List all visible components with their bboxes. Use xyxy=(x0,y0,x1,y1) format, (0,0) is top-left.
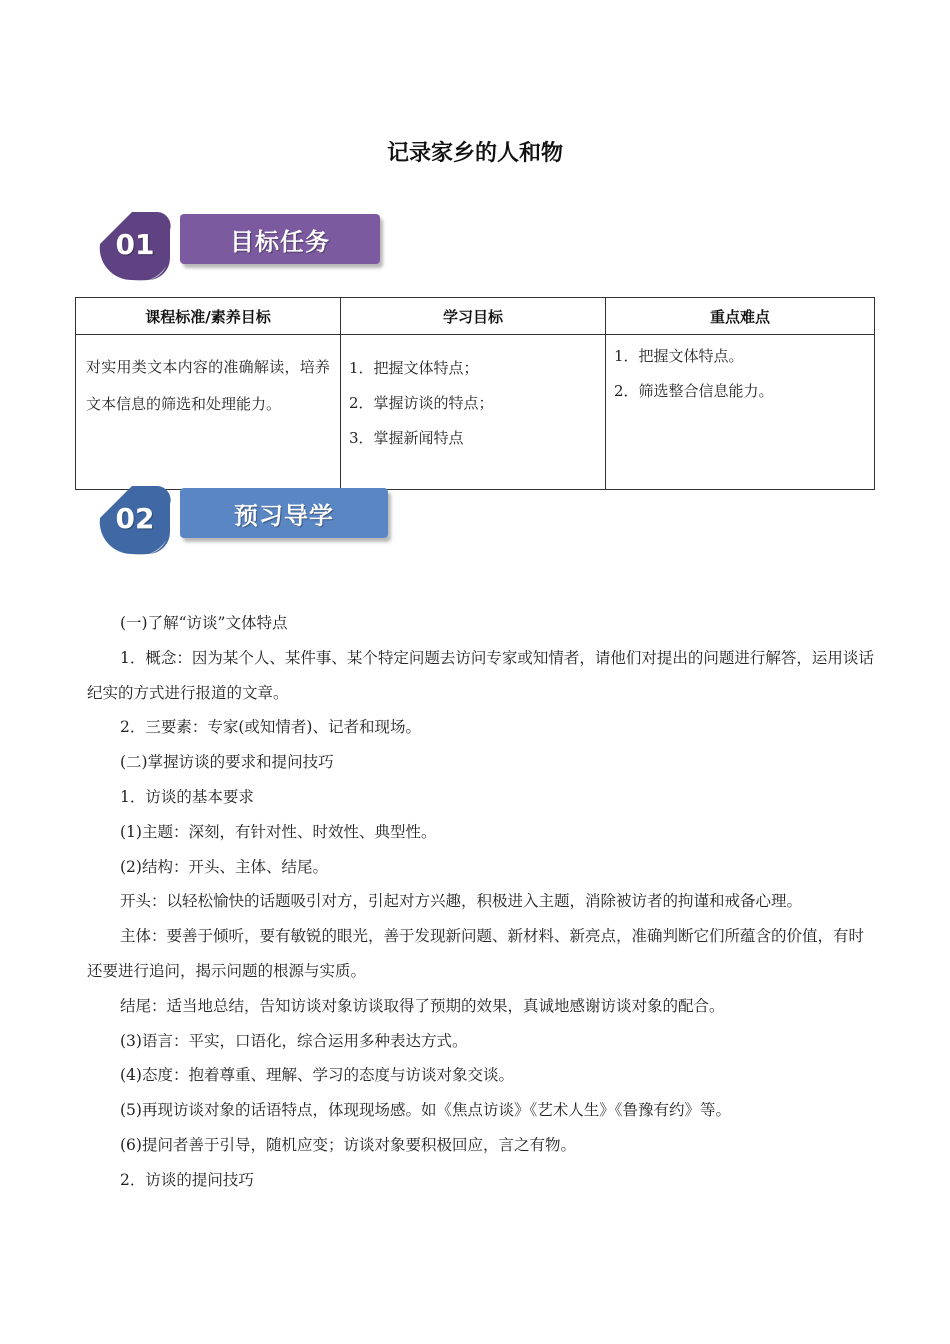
section-label-banner: 预习导学 xyxy=(180,488,388,538)
paragraph: (2)结构：开头、主体、结尾。 xyxy=(120,857,328,876)
paragraph: (6)提问者善于引导，随机应变；访谈对象要积极回应，言之有物。 xyxy=(120,1135,576,1154)
paragraph: 1．访谈的基本要求 xyxy=(120,787,254,806)
cell-learning-goals xyxy=(341,335,606,490)
paragraph: 主体：要善于倾听，要有敏锐的眼光，善于发现新问题、新材料、新亮点，准确判断它们所蕴含的价值，有时还要进行追问，揭示问题的根源与实质。 xyxy=(87,927,865,980)
header-standard: 课程标准/素养目标 xyxy=(76,298,341,335)
paragraph: (二)掌握访谈的要求和提问技巧 xyxy=(120,753,334,772)
table-row xyxy=(76,335,875,490)
list-item: 2．筛选整合信息能力。 xyxy=(614,382,774,400)
paragraph: 2．访谈的提问技巧 xyxy=(120,1170,254,1189)
paragraph: (4)态度：抱着尊重、理解、学习的态度与访谈对象交谈。 xyxy=(120,1066,514,1085)
paragraph: 结尾：适当地总结，告知访谈对象访谈取得了预期的效果，真诚地感谢访谈对象的配合。 xyxy=(120,996,725,1015)
section-number: 02 xyxy=(115,501,155,535)
paragraph: 2．三要素：专家(或知情者)、记者和现场。 xyxy=(120,718,421,737)
header-learning-goals: 学习目标 xyxy=(341,298,606,335)
paragraph: (一)了解“访谈”文体特点 xyxy=(120,614,288,632)
table-header-row xyxy=(76,298,875,335)
section-badge-01 xyxy=(92,204,392,284)
section-number: 01 xyxy=(115,227,155,261)
paragraph: 1．概念：因为某个人、某件事、某个特定问题去访问专家或知情者，请他们对提出的问题进行解答，运用谈话纪实的方式进行报道的文章。 xyxy=(87,648,874,702)
body-text xyxy=(87,606,877,1198)
cell-key-points xyxy=(606,335,875,490)
list-item: 3．掌握新闻特点 xyxy=(349,429,464,447)
header-key-points: 重点难点 xyxy=(606,298,875,335)
cell-standard: 对实用类文本内容的准确解读，培养文本信息的筛选和处理能力。 xyxy=(76,335,341,490)
list-item: 2．掌握访谈的特点； xyxy=(349,394,494,412)
section-label-banner: 目标任务 xyxy=(180,214,380,264)
goals-table xyxy=(75,297,875,490)
paragraph: (3)语言：平实，口语化，综合运用多种表达方式。 xyxy=(120,1031,468,1050)
paragraph: 开头：以轻松愉快的话题吸引对方，引起对方兴趣，积极进入主题，消除被访者的拘谨和戒备心理。 xyxy=(120,892,803,911)
section-badge-02 xyxy=(92,478,402,558)
paragraph: (1)主题：深刻，有针对性、时效性、典型性。 xyxy=(120,822,437,841)
document-title: 记录家乡的人和物 xyxy=(386,141,563,166)
list-item: 1．把握文体特点； xyxy=(349,359,479,377)
list-item: 1．把握文体特点。 xyxy=(614,347,744,365)
paragraph: (5)再现访谈对象的话语特点，体现现场感。如《焦点访谈》《艺术人生》《鲁豫有约》等。 xyxy=(120,1101,731,1120)
